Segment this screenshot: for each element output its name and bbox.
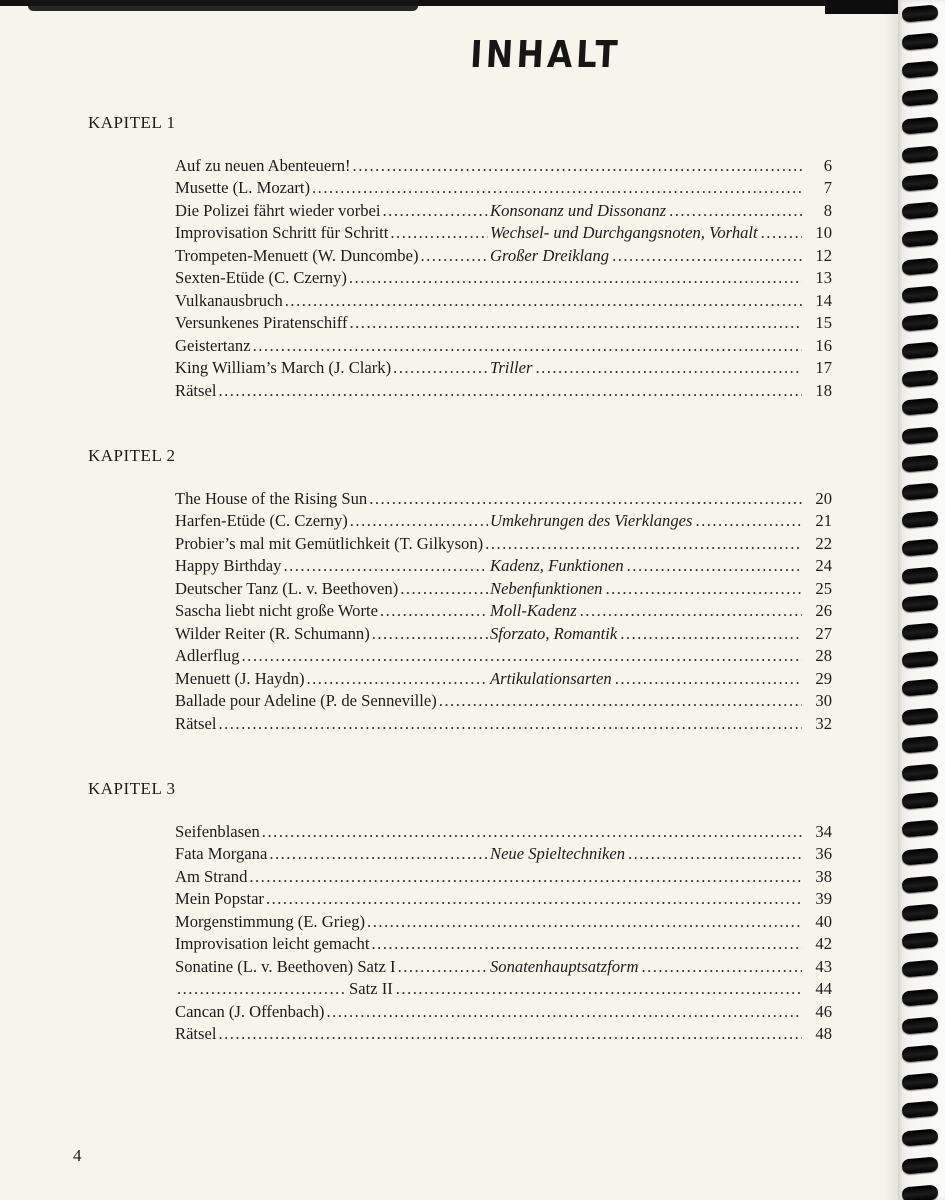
spiral-coil xyxy=(901,735,938,753)
spiral-coil xyxy=(901,847,938,865)
spiral-coil xyxy=(901,1185,938,1200)
dot-leader xyxy=(349,267,802,289)
entry-page-number: 15 xyxy=(815,313,832,333)
spiral-coil xyxy=(901,1100,938,1118)
page-title: INHALT xyxy=(469,33,622,76)
dot-leader xyxy=(628,843,802,865)
dot-leader xyxy=(439,690,802,712)
entry-page-number: 32 xyxy=(815,713,832,733)
toc-row-title-cell xyxy=(175,533,802,555)
spiral-coil xyxy=(901,510,938,528)
toc-row-title-cell xyxy=(175,267,802,289)
spiral-coil xyxy=(901,370,938,388)
entry-title: Adlerflug xyxy=(175,646,240,666)
toc-row xyxy=(175,380,832,402)
toc-row xyxy=(175,200,832,222)
spiral-coil xyxy=(901,257,938,275)
dot-leader xyxy=(307,668,489,690)
entry-title: Geistertanz xyxy=(175,335,251,355)
toc-row xyxy=(175,888,832,910)
entry-page-number: 12 xyxy=(815,245,832,265)
spiral-coil xyxy=(901,285,938,303)
spiral-coil xyxy=(901,707,938,725)
spiral-coil xyxy=(901,1016,938,1034)
entry-page-number: 18 xyxy=(815,380,832,400)
entry-title: Cancan (J. Offenbach) xyxy=(175,1001,325,1021)
entry-topic: Konsonanz und Dissonanz xyxy=(490,200,667,220)
dot-leader xyxy=(580,600,802,622)
toc-row-title-cell xyxy=(175,357,488,379)
toc-row-title-cell xyxy=(175,312,802,334)
toc-row xyxy=(175,555,832,577)
toc-row xyxy=(175,312,832,334)
spiral-coil xyxy=(901,89,938,107)
toc-row-title-cell xyxy=(175,888,802,910)
dot-leader xyxy=(177,978,347,1000)
toc-row-title-cell xyxy=(175,555,488,577)
spiral-binding xyxy=(898,0,945,1200)
entry-topic: Großer Dreiklang xyxy=(490,245,610,265)
dot-leader xyxy=(262,821,802,843)
dot-leader xyxy=(383,200,488,222)
dot-leader xyxy=(367,911,802,933)
spiral-coil xyxy=(901,595,938,613)
toc-row xyxy=(175,177,832,199)
spiral-coil xyxy=(901,1157,938,1175)
entry-page-number: 36 xyxy=(815,844,832,864)
dot-leader xyxy=(605,578,802,600)
toc-row xyxy=(175,600,832,622)
entry-page-number: 13 xyxy=(815,268,832,288)
spiral-coil xyxy=(901,819,938,837)
dot-leader xyxy=(400,578,488,600)
entry-title: Rätsel xyxy=(175,713,217,733)
entry-title: Morgenstimmung (E. Grieg) xyxy=(175,911,366,931)
dot-leader xyxy=(283,555,488,577)
toc-row-title-cell xyxy=(175,623,488,645)
spiral-coil xyxy=(901,623,938,641)
toc-row xyxy=(175,843,832,865)
entry-title: Rätsel xyxy=(175,380,217,400)
toc-row-title-cell xyxy=(175,510,488,532)
spiral-coil xyxy=(901,454,938,472)
dot-leader xyxy=(269,843,488,865)
entry-topic: Sonatenhauptsatzform xyxy=(490,956,639,976)
dot-leader xyxy=(312,177,802,199)
entry-page-number: 14 xyxy=(815,290,832,310)
chapter-section xyxy=(88,778,832,1046)
entry-topic: Umkehrungen des Vierklanges xyxy=(490,511,693,531)
toc-row-title-cell xyxy=(175,1023,802,1045)
toc-row-title-cell xyxy=(175,177,802,199)
entry-title: The House of the Rising Sun xyxy=(175,488,368,508)
entry-topic: Sforzato, Romantik xyxy=(490,623,618,643)
toc-row-title-cell xyxy=(175,690,802,712)
toc-row-title-cell xyxy=(175,1001,802,1023)
entry-topic: Kadenz, Funktionen xyxy=(490,556,624,576)
entry-title: Versunkenes Piratenschiff xyxy=(175,313,348,333)
entry-topic: Neue Spieltechniken xyxy=(490,844,625,864)
spiral-coil xyxy=(901,201,938,219)
entry-page-number: 29 xyxy=(815,668,832,688)
entry-page-number: 17 xyxy=(815,358,832,378)
toc-row xyxy=(175,578,832,600)
dot-leader xyxy=(620,623,802,645)
toc-row-title-cell xyxy=(175,866,802,888)
toc-row xyxy=(175,245,832,267)
toc-row xyxy=(175,222,832,244)
scan-edge-top-blob xyxy=(28,0,418,11)
dot-leader xyxy=(761,222,802,244)
toc-row-title-cell xyxy=(175,956,488,978)
toc-row xyxy=(175,690,832,712)
spiral-coil xyxy=(901,426,938,444)
toc-row xyxy=(175,510,832,532)
dot-leader xyxy=(615,668,802,690)
toc-row-title-cell xyxy=(175,245,488,267)
spiral-coil xyxy=(901,932,938,950)
toc-row-title-cell xyxy=(175,668,488,690)
chapter-entries xyxy=(175,155,832,402)
chapter-heading: KAPITEL 1 xyxy=(88,113,176,132)
entry-page-number: 8 xyxy=(823,200,832,220)
dot-leader xyxy=(390,222,488,244)
entry-title: Trompeten-Menuett (W. Duncombe) xyxy=(175,245,419,265)
entry-title: Improvisation leicht gemacht xyxy=(175,934,370,954)
toc-row xyxy=(175,335,832,357)
entry-page-number: 40 xyxy=(815,911,832,931)
toc-row xyxy=(175,978,832,1000)
entry-page-number: 28 xyxy=(815,646,832,666)
entry-page-number: 30 xyxy=(815,691,832,711)
entry-page-number: 6 xyxy=(823,156,832,175)
dot-leader xyxy=(253,335,802,357)
spiral-coil xyxy=(901,173,938,191)
entry-page-number: 46 xyxy=(815,1001,832,1021)
entry-page-number: 43 xyxy=(815,956,832,976)
toc-row-title-cell xyxy=(175,978,347,1000)
entry-page-number: 44 xyxy=(815,979,832,999)
entry-page-number: 10 xyxy=(815,223,832,243)
toc-row-title-cell xyxy=(175,222,488,244)
entry-topic: Artikulationsarten xyxy=(490,668,612,688)
chapter-entries xyxy=(175,488,832,735)
dot-leader xyxy=(669,200,802,222)
entry-title: Probier’s mal mit Gemütlichkeit (T. Gilkyson) xyxy=(175,533,484,553)
entry-page-number: 26 xyxy=(815,601,832,621)
dot-leader xyxy=(612,245,802,267)
toc-row-title-cell xyxy=(175,380,802,402)
entry-title: Auf zu neuen Abenteuern! xyxy=(175,156,351,175)
toc-row xyxy=(175,911,832,933)
spiral-coil xyxy=(901,1072,938,1090)
toc-row xyxy=(175,155,832,177)
entry-title: Fata Morgana xyxy=(175,844,268,864)
entry-page-number: 22 xyxy=(815,533,832,553)
entry-title: Deutscher Tanz (L. v. Beethoven) xyxy=(175,578,399,598)
chapter-heading: KAPITEL 3 xyxy=(88,778,176,798)
entry-page-number: 27 xyxy=(815,623,832,643)
entry-page-number: 34 xyxy=(815,821,832,841)
spiral-coil xyxy=(901,61,938,79)
dot-leader xyxy=(485,533,802,555)
entry-topic: Moll-Kadenz xyxy=(490,601,577,621)
toc-row xyxy=(175,357,832,379)
dot-leader xyxy=(285,290,802,312)
entry-page-number: 7 xyxy=(823,178,832,198)
entry-title: King William’s March (J. Clark) xyxy=(175,358,392,378)
entry-title: Wilder Reiter (R. Schumann) xyxy=(175,623,370,643)
spiral-coil xyxy=(901,538,938,556)
toc-row-title-cell xyxy=(175,155,802,177)
toc-row xyxy=(175,488,832,510)
entry-page-number: 20 xyxy=(815,488,832,508)
dot-leader xyxy=(398,956,488,978)
spiral-coil xyxy=(901,482,938,500)
dot-leader xyxy=(218,380,802,402)
toc-row-title-cell xyxy=(175,645,802,667)
spiral-coil xyxy=(901,342,938,360)
entry-title: Die Polizei fährt wieder vorbei xyxy=(175,200,381,220)
toc-row xyxy=(175,1023,832,1045)
toc-row-title-cell xyxy=(175,200,488,222)
chapter-section xyxy=(88,445,832,735)
toc-row-title-cell xyxy=(175,488,802,510)
spiral-coil xyxy=(901,988,938,1006)
entry-topic: Nebenfunktionen xyxy=(490,578,603,598)
dot-leader xyxy=(380,600,488,622)
toc-row-title-cell xyxy=(175,335,802,357)
spiral-coil xyxy=(901,566,938,584)
chapter-heading: KAPITEL 2 xyxy=(88,445,176,465)
spiral-coil xyxy=(901,876,938,894)
dot-leader xyxy=(695,510,802,532)
spiral-coil xyxy=(901,679,938,697)
toc-row xyxy=(175,956,832,978)
toc-row xyxy=(175,267,832,289)
toc-row-title-cell xyxy=(175,911,802,933)
toc-row xyxy=(175,933,832,955)
spiral-coil xyxy=(901,960,938,978)
entry-page-number: 39 xyxy=(815,889,832,909)
entry-page-number: 24 xyxy=(815,556,832,576)
spiral-coil xyxy=(901,117,938,135)
dot-leader xyxy=(249,866,802,888)
spiral-coil xyxy=(901,145,938,163)
entry-title: Sonatine (L. v. Beethoven) Satz I xyxy=(175,956,396,976)
entry-title: Mein Popstar xyxy=(175,889,264,909)
toc-row-title-cell xyxy=(175,290,802,312)
spiral-coil xyxy=(901,314,938,332)
dot-leader xyxy=(353,155,802,177)
dot-leader xyxy=(350,312,803,334)
spiral-coil xyxy=(901,4,938,22)
spiral-coil xyxy=(901,904,938,922)
toc-row xyxy=(175,866,832,888)
toc-row xyxy=(175,623,832,645)
entry-title: Am Strand xyxy=(175,866,248,886)
spiral-coil xyxy=(901,651,938,669)
dot-leader xyxy=(326,1001,802,1023)
chapter-section xyxy=(88,113,832,402)
page-content xyxy=(0,33,832,1046)
dot-leader xyxy=(535,357,802,379)
entry-page-number: 42 xyxy=(815,934,832,954)
entry-page-number: 25 xyxy=(815,578,832,598)
dot-leader xyxy=(218,713,802,735)
entry-title: Ballade pour Adeline (P. de Senneville) xyxy=(175,691,437,711)
spiral-coil xyxy=(901,791,938,809)
toc-row-title-cell xyxy=(175,578,488,600)
spiral-coil xyxy=(901,763,938,781)
page-edge-shadow xyxy=(884,0,898,1200)
toc-row xyxy=(175,290,832,312)
toc-row-title-cell xyxy=(175,600,488,622)
spiral-coil xyxy=(901,1128,938,1146)
dot-leader xyxy=(371,933,802,955)
entry-topic: Triller xyxy=(490,358,533,378)
dot-leader xyxy=(369,488,802,510)
page-number: 4 xyxy=(73,1146,82,1165)
entry-title: Rätsel xyxy=(175,1024,217,1044)
toc-row xyxy=(175,1001,832,1023)
entry-title: Menuett (J. Haydn) xyxy=(175,668,305,688)
dot-leader xyxy=(393,357,488,379)
dot-leader xyxy=(266,888,802,910)
entry-title: Musette (L. Mozart) xyxy=(175,178,311,198)
dot-leader xyxy=(242,645,802,667)
toc-row-title-cell xyxy=(175,933,802,955)
toc-row-title-cell xyxy=(175,713,802,735)
toc-row xyxy=(175,533,832,555)
entry-page-number: 48 xyxy=(815,1024,832,1044)
toc-row xyxy=(175,645,832,667)
spiral-coil xyxy=(901,398,938,416)
spiral-coil xyxy=(901,33,938,51)
dot-leader xyxy=(372,623,488,645)
dot-leader xyxy=(421,245,489,267)
entry-page-number: 38 xyxy=(815,866,832,886)
dot-leader xyxy=(350,510,488,532)
spiral-coil xyxy=(901,229,938,247)
entry-title: Happy Birthday xyxy=(175,556,282,576)
toc-row xyxy=(175,668,832,690)
dot-leader xyxy=(641,956,802,978)
entry-title: Sascha liebt nicht große Worte xyxy=(175,601,378,621)
toc-row-title-cell xyxy=(175,821,802,843)
toc-row xyxy=(175,821,832,843)
entry-topic: Satz II xyxy=(349,979,393,999)
spiral-coil xyxy=(901,1044,938,1062)
entry-title: Harfen-Etüde (C. Czerny) xyxy=(175,511,348,531)
entry-page-number: 21 xyxy=(815,511,832,531)
chapter-entries xyxy=(175,821,832,1046)
dot-leader xyxy=(218,1023,802,1045)
entry-title: Improvisation Schritt für Schritt xyxy=(175,223,389,243)
dot-leader xyxy=(396,978,802,1000)
entry-page-number: 16 xyxy=(815,335,832,355)
entry-title: Sexten-Etüde (C. Czerny) xyxy=(175,268,347,288)
table-of-contents xyxy=(88,113,832,1046)
entry-title: Vulkanausbruch xyxy=(175,290,283,310)
dot-leader xyxy=(627,555,802,577)
entry-title: Seifenblasen xyxy=(175,821,260,841)
toc-row-title-cell xyxy=(175,843,488,865)
toc-row xyxy=(175,713,832,735)
entry-topic: Wechsel- und Durchgangsnoten, Vorhalt xyxy=(490,223,758,243)
